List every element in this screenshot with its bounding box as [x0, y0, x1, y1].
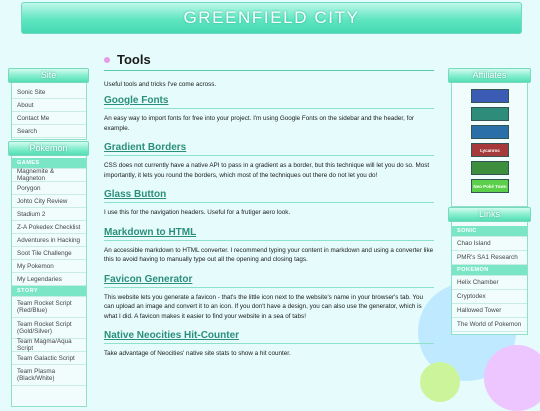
tool-link[interactable]: Favicon Generator	[104, 274, 434, 288]
affiliate-button[interactable]: Lycanroc	[471, 143, 509, 157]
nav-link[interactable]: Team Magma/Aqua Script	[12, 339, 86, 352]
affiliate-button[interactable]	[471, 89, 509, 103]
nav-link[interactable]: Soot Tile Challenge	[12, 247, 86, 260]
nav-link[interactable]: Hallowed Tower	[452, 304, 527, 318]
links-header: Links	[448, 207, 531, 222]
nav-category: STORY	[12, 286, 86, 297]
nav-link[interactable]: Team Galactic Script	[12, 352, 86, 365]
tool-description: An accessible markdown to HTML converter. I recommend typing your content in markdown and using a converter like this to avoid having to manually type out all the opening and closing tags.	[104, 246, 434, 263]
tool-entry	[104, 95, 434, 133]
site-nav-header: Site	[8, 68, 89, 83]
tool-description: I use this for the navigation headers. Useful for a frutiger aero look.	[104, 209, 291, 216]
nav-link[interactable]: Cryptodex	[452, 290, 527, 304]
nav-link[interactable]: Chao Island	[452, 237, 527, 251]
nav-link[interactable]: My Legendaries	[12, 273, 86, 286]
nav-link[interactable]: Porygon	[12, 182, 86, 195]
tool-entry	[104, 274, 434, 322]
tool-description: Take advantage of Neocities' native site stats to show a hit counter.	[104, 350, 291, 357]
nav-link[interactable]: Contact Me	[12, 112, 86, 125]
page-intro: Useful tools and tricks I've come across.	[104, 81, 217, 88]
tool-entry	[104, 189, 434, 218]
nav-link[interactable]: Helix Chamber	[452, 276, 527, 290]
tool-entry	[104, 227, 434, 265]
decorative-circle-green	[420, 362, 460, 402]
nav-category: POKEMON	[452, 265, 527, 276]
tool-description: This website lets you generate a favicon - that's the little icon next to the website's name in your browser's tab. You can upload an image and convert it to an icon. If you don't have a design, you can also use the generator, which is what I did. A favicon makes it easier to find your website in a sea of tabs!	[104, 293, 423, 320]
page-title: Tools	[104, 52, 434, 71]
nav-link[interactable]: The World of Pokemon	[452, 318, 527, 332]
nav-link[interactable]: My Pokemon	[12, 260, 86, 273]
nav-link[interactable]: Search	[12, 125, 86, 138]
nav-link[interactable]: Magnemite & Magneton	[12, 169, 86, 182]
tool-link[interactable]: Markdown to HTML	[104, 227, 434, 241]
nav-link[interactable]: Adventures in Hacking	[12, 234, 86, 247]
affiliates-box	[451, 75, 528, 207]
links-box	[451, 215, 528, 335]
affiliate-button[interactable]: Neo Poké Town	[471, 179, 509, 193]
tool-entry	[104, 142, 434, 180]
nav-link[interactable]: Team Rocket Script (Gold/Silver)	[12, 318, 86, 339]
main-content	[104, 52, 434, 368]
title-bullet-icon	[104, 57, 110, 63]
pokemon-nav	[11, 149, 87, 407]
site-nav	[11, 75, 87, 140]
tool-description: An easy way to import fonts for free into your project. I'm using Google Fonts on the sidebar and the header, for example.	[104, 115, 414, 132]
nav-link[interactable]: About	[12, 99, 86, 112]
tool-link[interactable]: Glass Button	[104, 189, 434, 203]
nav-link[interactable]: Sonic Site	[12, 86, 86, 99]
nav-category: SONIC	[452, 226, 527, 237]
decorative-circle-pink	[484, 345, 540, 411]
nav-category: GAMES	[12, 158, 86, 169]
affiliate-button[interactable]	[471, 107, 509, 121]
affiliates-header: Affiliates	[448, 68, 531, 83]
tool-link[interactable]: Native Neocities Hit-Counter	[104, 330, 434, 344]
affiliate-button[interactable]	[471, 161, 509, 175]
nav-link[interactable]: Team Plasma (Black/White)	[12, 365, 86, 386]
affiliate-button[interactable]	[471, 125, 509, 139]
nav-link[interactable]: Johto City Review	[12, 195, 86, 208]
tool-link[interactable]: Gradient Borders	[104, 142, 434, 156]
nav-link[interactable]: Team Rocket Script (Red/Blue)	[12, 297, 86, 318]
tool-link[interactable]: Google Fonts	[104, 95, 434, 109]
pokemon-nav-header: Pokemon	[8, 141, 89, 156]
nav-link[interactable]: PMR's SA1 Research	[452, 251, 527, 265]
tool-entry	[104, 330, 434, 359]
tool-description: CSS does not currently have a native API to pass in a gradient as a border, but this technique will let you do so. Most importantly, it lets you round the borders, which most of the techniques out there do not let you do!	[104, 162, 430, 179]
nav-link[interactable]: Stadium 2	[12, 208, 86, 221]
site-banner[interactable]: GREENFIELD CITY	[21, 2, 522, 34]
nav-link[interactable]: Z-A Pokedex Checklist	[12, 221, 86, 234]
